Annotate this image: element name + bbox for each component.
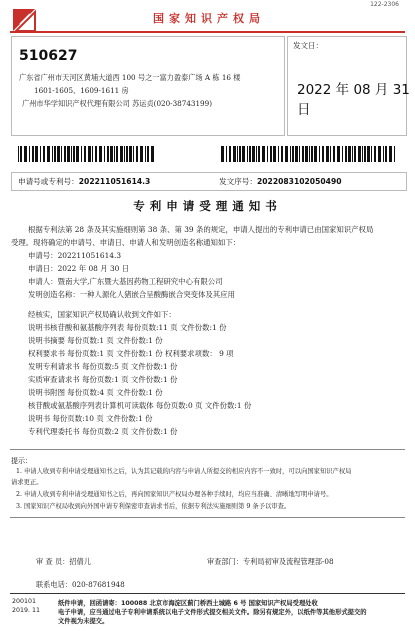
document-item: 说明书 每份页数:10 页 文件份数:1 份 — [28, 414, 153, 423]
examiner: 审 查 员：招倩儿 — [36, 557, 91, 566]
bottom-note-line-3: 文件视为未提交。 — [58, 618, 109, 625]
address-line-2: 1601-1605、1609-1611 房 — [34, 86, 129, 95]
bottom-divider — [10, 593, 405, 594]
cnipa-logo-icon — [10, 6, 38, 34]
agency-line: 广州市华学知识产权代理有限公司 苏运贞(020-38743199) — [22, 99, 213, 108]
document-ref-code: 122-2306 — [370, 1, 399, 8]
footer-divider — [10, 517, 405, 518]
document-item: 权利要求书 每份页数:1 页 文件份数:1 份 权利要求项数： 9 项 — [28, 349, 234, 358]
serial-number-label: 发文序号： — [219, 177, 257, 186]
app-date-line: 申请日：2022 年 08 月 30 日 — [28, 264, 130, 273]
document-item: 说明书附图 每份页数:4 页 文件份数:1 份 — [28, 388, 163, 397]
bottom-note-line — [58, 616, 108, 625]
header-divider — [10, 31, 405, 33]
document-item: 实质审查请求书 每份页数:1 页 文件份数:1 份 — [28, 375, 178, 384]
invention-title-line: 发明创造名称：一种人源化人猪嵌合呈酸酶嵌合突变体及其应用 — [28, 290, 235, 299]
bottom-note-line-1: 纸件申请，回函请寄：100088 北京市海淀区蓟门桥西土城路 6 号 国家知识产权局受理处收 — [58, 600, 318, 607]
send-date-value: 2022 年 08 月 31 日 — [297, 82, 410, 118]
documents-intro: 经核实，国家知识产权局确认收到文件如下： — [28, 310, 176, 319]
bottom-note-line-2: 电子申请，应当通过电子专利申请系统以电子文件形式提交相关文件。除另有规定外，以纸件等其他形式提交的 — [58, 609, 367, 616]
tip-item: 1. 申请人收到专利申请受理通知书之后，认为其记载的内容与申请人所提交的相应内容不一致时，可以向国家知识产权局 — [16, 468, 352, 475]
serial-number-row — [219, 176, 342, 187]
intro-line-2: 受理。现将确定的申请号、申请日、申请人和发明创造名称通知如下： — [11, 238, 241, 247]
barcode-left — [18, 146, 158, 162]
tips-divider — [10, 449, 405, 450]
tips-label: 提示： — [11, 457, 32, 465]
document-item: 发明专利请求书 每份页数:5 页 文件份数:1 份 — [28, 362, 178, 371]
zip-code: 510627 — [19, 48, 78, 64]
serial-number: 2022083102050490 — [256, 177, 342, 186]
form-code: 200101 — [12, 598, 37, 605]
document-item: 专利代理委托书 每份页数:2 页 文件份数:1 份 — [28, 427, 178, 436]
contact-phone: 联系电话：020-87681948 — [36, 580, 125, 589]
document-item: 核苷酸或氨基酸序列表计算机可读载体 每份页数:0 页 文件份数:1 份 — [28, 401, 252, 410]
app-number-line: 申请号：202211051614.3 — [28, 251, 122, 260]
document-item: 说明书核苷酸和氨基酸序列表 每份页数:11 页 文件份数:1 份 — [28, 323, 227, 332]
send-date-label: 发文日： — [293, 41, 323, 50]
notice-title: 专利申请受理通知书 — [133, 199, 282, 213]
tip-item: 请求更正。 — [11, 479, 43, 486]
barcode-right — [221, 146, 397, 162]
tip-item: 3. 国家知识产权局收到向外国申请专利保密审查请求书后，依据专利法实施细则第 9 条予以审查。 — [16, 503, 291, 510]
application-number-row — [18, 176, 150, 187]
office-title: 国家知识产权局 — [153, 12, 265, 25]
bottom-note-line — [58, 607, 367, 616]
document-item: 说明书摘要 每份页数:1 页 文件份数:1 份 — [28, 336, 163, 345]
intro-line-1: 根据专利法第 28 条及其实施细则第 38 条、第 39 条的规定，申请人提出的专利申请已由国家知识产权局 — [28, 225, 374, 234]
application-number-label: 申请号或专利号： — [18, 177, 79, 186]
address-line-1: 广东省广州市天河区黄埔大道西 100 号之一富力盈泰广场 A 栋 16 楼 — [19, 73, 241, 82]
application-number: 202211051614.3 — [78, 177, 151, 186]
form-date-code: 2019. 11 — [12, 607, 41, 614]
bottom-note-line — [58, 598, 318, 607]
department: 审查部门：专利局初审及流程管理部-08 — [207, 557, 334, 566]
tip-item: 2. 申请人收到专利申请受理通知书之后，再向国家知识产权局办理各种手续时，均应当准确、清晰地写明申请号。 — [16, 491, 333, 498]
applicant-line: 申请人：暨南大学,广东暨大基因药物工程研究中心有限公司 — [28, 277, 223, 286]
